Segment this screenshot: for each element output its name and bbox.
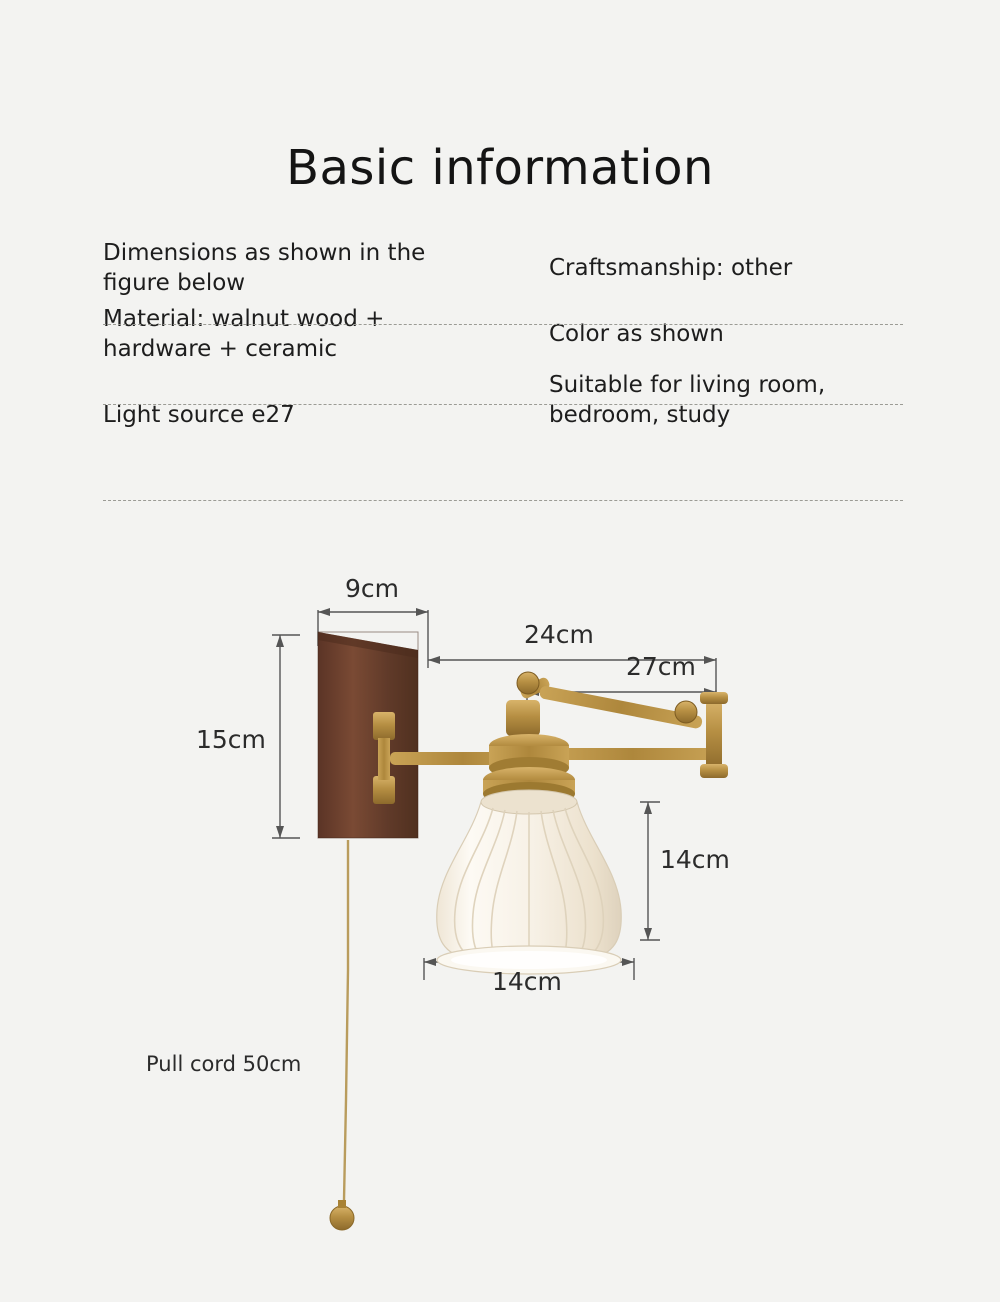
spec-text: Dimensions as shown in the figure below — [103, 240, 426, 296]
spec-cell-material — [103, 304, 503, 370]
spec-text: Material: walnut wood + hardware + ceramic — [103, 306, 385, 362]
pull-cord-label: Pull cord 50cm — [146, 1052, 302, 1076]
spec-cell-light-source — [103, 370, 503, 436]
divider — [103, 500, 903, 501]
divider — [103, 404, 903, 405]
dimension-label-depth: 9cm — [345, 574, 400, 603]
spec-text: Color as shown — [549, 321, 724, 347]
spec-text: Suitable for living room, bedroom, study — [549, 372, 826, 428]
spec-cell-color — [503, 304, 903, 370]
dimension-label-arm-short: 24cm — [524, 620, 594, 649]
spec-text: Light source e27 — [103, 402, 295, 428]
lamp-illustration — [0, 540, 1000, 1300]
spec-table — [103, 238, 903, 436]
product-dimension-diagram — [0, 540, 1000, 1300]
spec-cell-dimensions — [103, 238, 503, 304]
spec-row — [103, 304, 903, 370]
divider — [103, 324, 903, 325]
spec-row — [103, 370, 903, 436]
dimension-label-shade-width: 14cm — [492, 967, 562, 996]
spec-cell-suitable-for — [503, 370, 903, 436]
dimension-label-height: 15cm — [196, 725, 266, 754]
page-title: Basic information — [286, 140, 714, 196]
spec-cell-craftsmanship — [503, 238, 903, 304]
dimension-label-arm-long: 27cm — [626, 652, 696, 681]
spec-row — [103, 238, 903, 304]
dimension-label-shade-height: 14cm — [660, 845, 730, 874]
spec-text: Craftsmanship: other — [549, 255, 793, 281]
